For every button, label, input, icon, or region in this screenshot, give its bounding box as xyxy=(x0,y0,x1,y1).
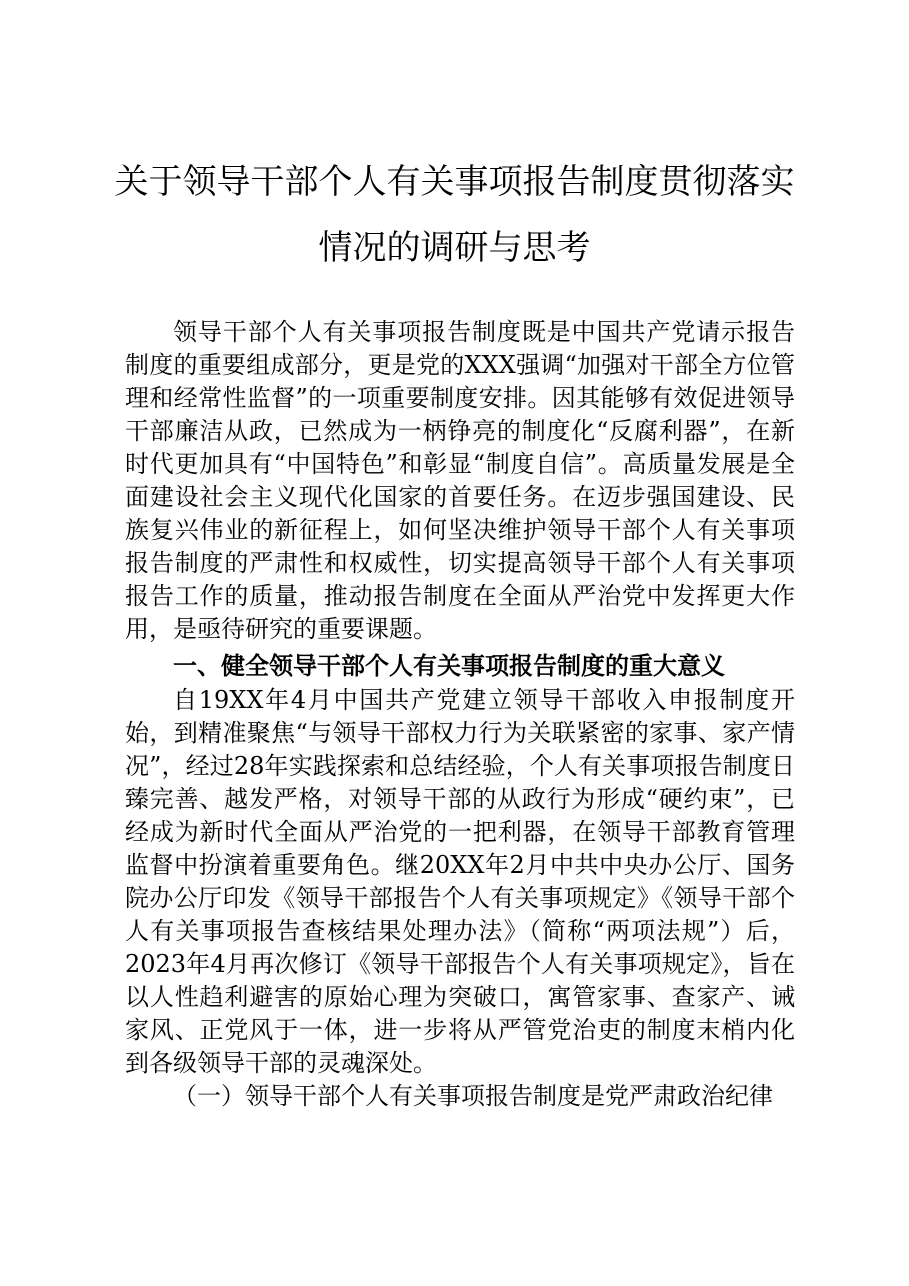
section-heading-1: 一、健全领导干部个人有关事项报告制度的重大意义 xyxy=(173,652,725,680)
document-title-line1: 关于领导干部个人有关事项报告制度贯彻落实 xyxy=(114,162,795,202)
document-title-line2: 情况的调研与思考 xyxy=(318,228,591,268)
paragraph-section-1: 自19XX年4月中国共产党建立领导干部收入申报制度开始，到精准聚焦“与领导干部权力行为关联紧密的家事、家产情况”，经过28年实践探索和总结经验，个人有关事项报告制度日臻完善、越发严格，对领导干部的从政行为形成“硬约束”，已经成为新时代全面从严治党的一把利器，在领导干部教育管理监督中扮演着重要角色。继20XX年2月中共中央办公厅、国务院办公厅印发《领导干部报告个人有关事项规定》《领导干部个人有关事项报告查核结果处理办法》（简称“两项法规”）后，2023年4月再次修订《领导干部报告个人有关事项规定》，旨在以人性趋利避害的原始心理为突破口，寓管家事、查家产、诫家风、正党风于一体，进一步将从严管党治吏的制度末梢内化到各级领导干部的灵魂深处。 xyxy=(125,686,795,1077)
subsection-heading-1: （一）领导干部个人有关事项报告制度是党严肃政治纪律 xyxy=(173,1082,773,1110)
paragraph-intro: 领导干部个人有关事项报告制度既是中国共产党请示报告制度的重要组成部分，更是党的XXX强调“加强对干部全方位管理和经常性监督”的一项重要制度安排。因其能够有效促进领导干部廉洁从政，已然成为一柄铮亮的制度化“反腐利器”，在新时代更加具有“中国特色”和彰显“制度自信”。高质量发展是全面建设社会主义现代化国家的首要任务。在迈步强国建设、民族复兴伟业的新征程上，如何坚决维护领导干部个人有关事项报告制度的严肃性和权威性，切实提高领导干部个人有关事项报告工作的质量，推动报告制度在全面从严治党中发挥更大作用，是亟待研究的重要课题。 xyxy=(125,318,795,643)
